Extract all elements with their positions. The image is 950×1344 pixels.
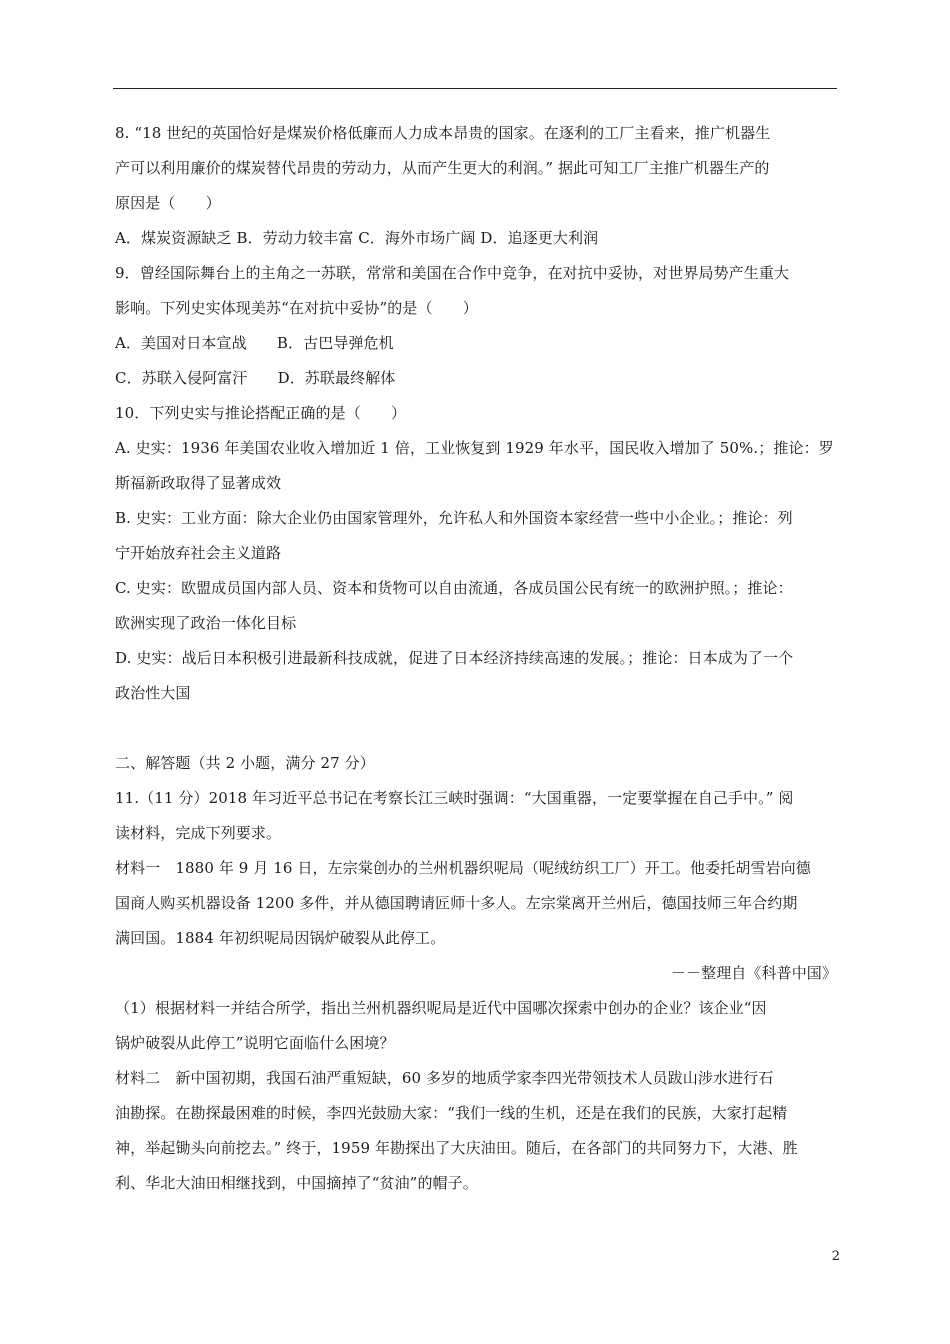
header-rule bbox=[113, 88, 837, 89]
material-2-line-4: 利、华北大油田相继找到，中国摘掉了“贫油”的帽子。 bbox=[115, 1174, 478, 1192]
q10-option-d-line-1: D. 史实：战后日本积极引进最新科技成就，促进了日本经济持续高速的发展。；推论：日本成为了一个 bbox=[115, 649, 794, 667]
q9-options-ab: A．美国对日本宣战 B．古巴导弹危机 bbox=[115, 334, 394, 352]
material-2-line-2: 油勘探。在勘探最困难的时候，李四光鼓励大家：“我们一线的生机，还是在我们的民族，大家打起精 bbox=[115, 1104, 788, 1122]
q8-line-3: 原因是（ ） bbox=[115, 194, 221, 212]
q11-stem-line-2: 读材料，完成下列要求。 bbox=[115, 824, 282, 842]
section-gap bbox=[115, 711, 837, 746]
q8-line-2: 产可以利用廉价的煤炭替代昂贵的劳动力，从而产生更大的利润。” 据此可知工厂主推广机器生产的 bbox=[115, 159, 770, 177]
q11-part-1-line-2: 锅炉破裂从此停工”说明它面临什么困境？ bbox=[115, 1034, 395, 1052]
section-heading: 二、解答题（共 2 小题，满分 27 分） bbox=[115, 754, 375, 772]
document-body bbox=[115, 116, 837, 1201]
q10-option-b-line-1: B. 史实：工业方面：除大企业仍由国家管理外，允许私人和外国资本家经营一些中小企业。；推论：列 bbox=[115, 509, 793, 527]
q9-line-2: 影响。下列史实体现美苏“在对抗中妥协”的是（ ） bbox=[115, 299, 478, 317]
q10-option-b-line-2: 宁开始放弃社会主义道路 bbox=[115, 544, 282, 562]
q11-stem-line-1: 11.（11 分）2018 年习近平总书记在考察长江三峡时强调：“大国重器，一定要掌握在自己手中。” 阅 bbox=[115, 789, 794, 807]
q9-line-1: 9．曾经国际舞台上的主角之一苏联，常常和美国在合作中竞争，在对抗中妥协，对世界局势产生重大 bbox=[115, 264, 790, 282]
q10-option-c-line-2: 欧洲实现了政治一体化目标 bbox=[115, 614, 297, 632]
q11-part-1-line-1: （1）根据材料一并结合所学，指出兰州机器织呢局是近代中国哪次探索中创办的企业？该企业“因 bbox=[115, 999, 767, 1017]
q8-line-1: 8. “18 世纪的英国恰好是煤炭价格低廉而人力成本昂贵的国家。在逐利的工厂主看来，推广机器生 bbox=[115, 124, 771, 142]
q10-option-d-line-2: 政治性大国 bbox=[115, 684, 191, 702]
material-1-line-1: 材料一 1880 年 9 月 16 日，左宗棠创办的兰州机器织呢局（呢绒纺织工厂）开工。他委托胡雪岩向德 bbox=[115, 859, 811, 877]
page-number: 2 bbox=[831, 1249, 840, 1264]
material-2-line-3: 神，举起锄头向前挖去。” 终于，1959 年勘探出了大庆油田。随后，在各部门的共同努力下，大港、胜 bbox=[115, 1139, 798, 1157]
material-2-line-1: 材料二 新中国初期，我国石油严重短缺，60 多岁的地质学家李四光带领技术人员跋山涉水进行石 bbox=[115, 1069, 774, 1087]
q8-options: A．煤炭资源缺乏 B．劳动力较丰富 C．海外市场广阔 D．追逐更大利润 bbox=[115, 229, 599, 247]
q10-option-a-line-1: A. 史实：1936 年美国农业收入增加近 1 倍，工业恢复到 1929 年水平，国民收入增加了 50%.；推论：罗 bbox=[115, 439, 834, 457]
material-1-line-3: 满回国。1884 年初织呢局因锅炉破裂从此停工。 bbox=[115, 929, 446, 947]
q9-options-cd: C．苏联入侵阿富汗 D．苏联最终解体 bbox=[115, 369, 396, 387]
material-1-source: －－整理自《科普中国》 bbox=[670, 964, 837, 982]
q10-stem: 10．下列史实与推论搭配正确的是（ ） bbox=[115, 404, 407, 422]
q10-option-a-line-2: 斯福新政取得了显著成效 bbox=[115, 474, 282, 492]
q10-option-c-line-1: C. 史实：欧盟成员国内部人员、资本和货物可以自由流通，各成员国公民有统一的欧洲护照。；推论： bbox=[115, 579, 793, 597]
material-1-line-2: 国商人购买机器设备 1200 多件，并从德国聘请匠师十多人。左宗棠离开兰州后，德国技师三年合约期 bbox=[115, 894, 798, 912]
